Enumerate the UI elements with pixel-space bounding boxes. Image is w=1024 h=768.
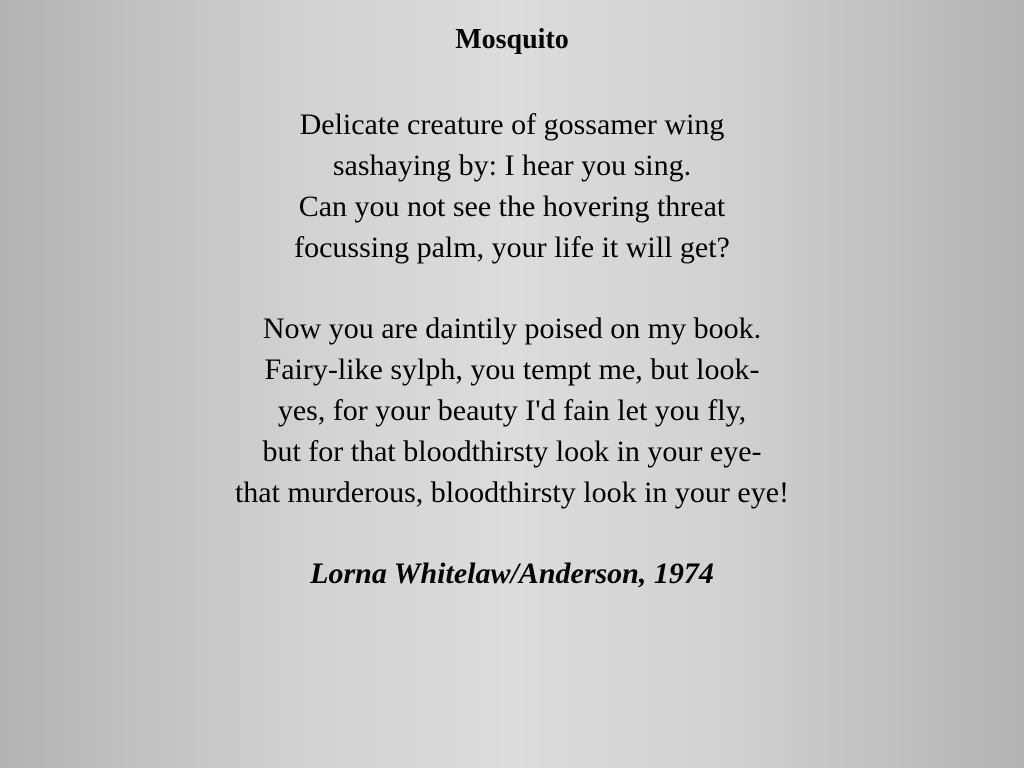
poem-line: yes, for your beauty I'd fain let you fly, <box>277 394 747 427</box>
poem-line: sashaying by: I hear you sing. <box>332 149 692 182</box>
poem-line: but for that bloodthirsty look in your eye- <box>262 435 762 468</box>
stanza-1 <box>0 104 1024 268</box>
poem-line: Fairy-like sylph, you tempt me, but look- <box>264 353 760 386</box>
poem-line: Can you not see the hovering threat <box>298 190 726 223</box>
poem-line: focussing palm, your life it will get? <box>294 231 730 264</box>
poem-title: Mosquito <box>455 24 569 55</box>
poem-line: Now you are daintily poised on my book. <box>262 312 762 345</box>
poem-line: Delicate creature of gossamer wing <box>299 108 725 141</box>
poem-attribution: Lorna Whitelaw/Anderson, 1974 <box>310 557 714 590</box>
stanza-2 <box>0 308 1024 513</box>
poem-line: that murderous, bloodthirsty look in your eye! <box>234 476 790 509</box>
